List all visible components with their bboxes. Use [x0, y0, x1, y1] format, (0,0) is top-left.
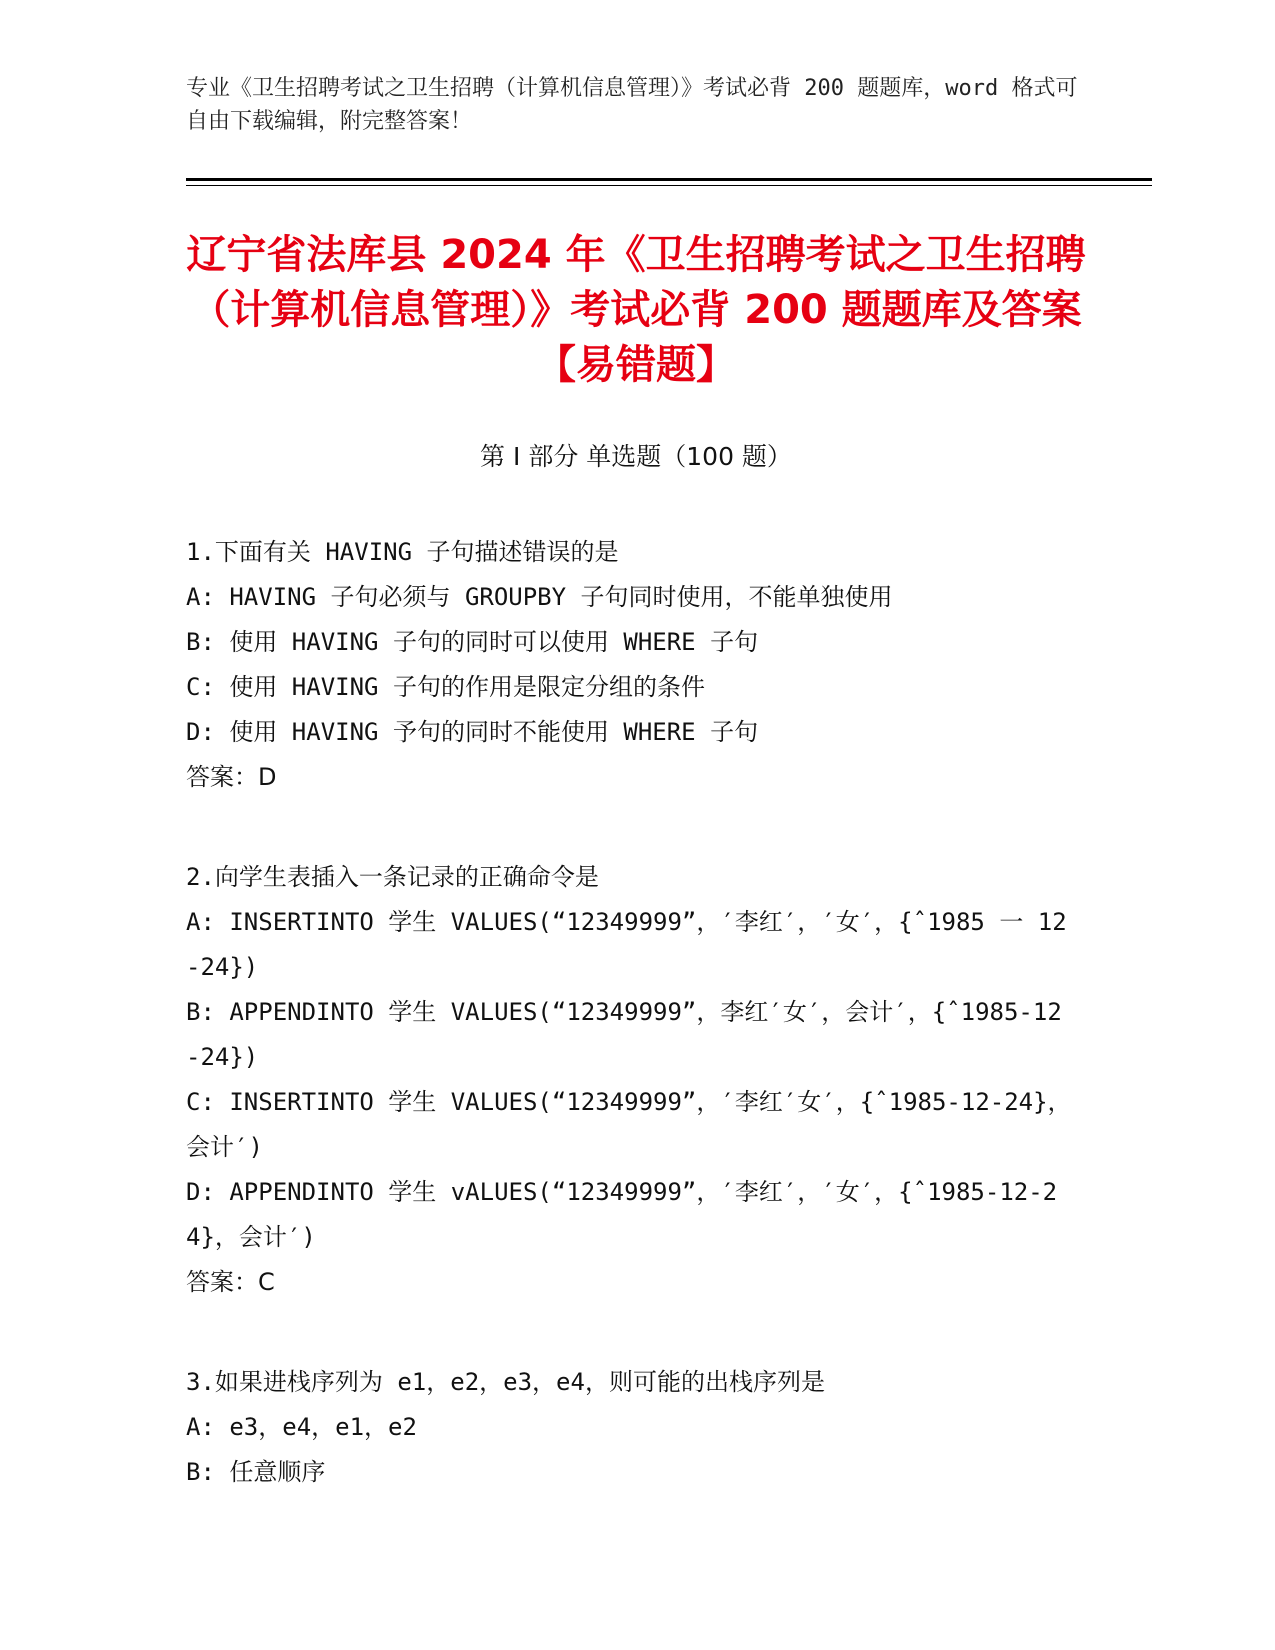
header-note: 专业《卫生招聘考试之卫生招聘（计算机信息管理）》考试必背 200 题题库，word 格式可自由下载编辑，附完整答案！ [186, 76, 1078, 134]
header-divider-thick [186, 178, 1152, 181]
option-b: B: APPENDINTO 学生 VALUES(“12349999”，李红′女′，会计′，{ˆ1985-12-24}) [186, 998, 1062, 1071]
question-stem: 3.如果进栈序列为 e1，e2，e3，e4，则可能的出栈序列是 [186, 1368, 825, 1396]
question-stem: 2.向学生表插入一条记录的正确命令是 [186, 863, 599, 891]
option-c: C: 使用 HAVING 子句的作用是限定分组的条件 [186, 673, 705, 701]
question-1 [186, 530, 1076, 800]
answer: 答案：D [186, 763, 277, 791]
document-title: 辽宁省法库县 2024 年《卫生招聘考试之卫生招聘（计算机信息管理）》考试必背 200 题题库及答案【易错题】 [186, 232, 1086, 388]
option-a: A: e3，e4，e1，e2 [186, 1413, 417, 1441]
answer: 答案：C [186, 1268, 275, 1296]
header-divider-thin [186, 185, 1152, 186]
option-c: C: INSERTINTO 学生 VALUES(“12349999”，′李红′女′，{ˆ1985-12-24}，会计′) [186, 1088, 1072, 1161]
section-heading: 第 I 部分 单选题（100 题） [480, 442, 792, 471]
question-2 [186, 855, 1076, 1305]
question-3 [186, 1360, 1076, 1495]
option-a: A: INSERTINTO 学生 VALUES(“12349999”，′李红′，′女′，{ˆ1985 一 12-24}) [186, 908, 1067, 981]
question-stem: 1.下面有关 HAVING 子句描述错误的是 [186, 538, 619, 566]
question-list [186, 530, 1076, 1550]
option-a: A: HAVING 子句必须与 GROUPBY 子句同时使用，不能单独使用 [186, 583, 893, 611]
option-b: B: 任意顺序 [186, 1458, 326, 1486]
option-d: D: 使用 HAVING 予句的同时不能使用 WHERE 子句 [186, 718, 759, 746]
option-b: B: 使用 HAVING 子句的同时可以使用 WHERE 子句 [186, 628, 759, 656]
option-d: D: APPENDINTO 学生 vALUES(“12349999”，′李红′，′女′，{ˆ1985-12-24}，会计′) [186, 1178, 1058, 1251]
